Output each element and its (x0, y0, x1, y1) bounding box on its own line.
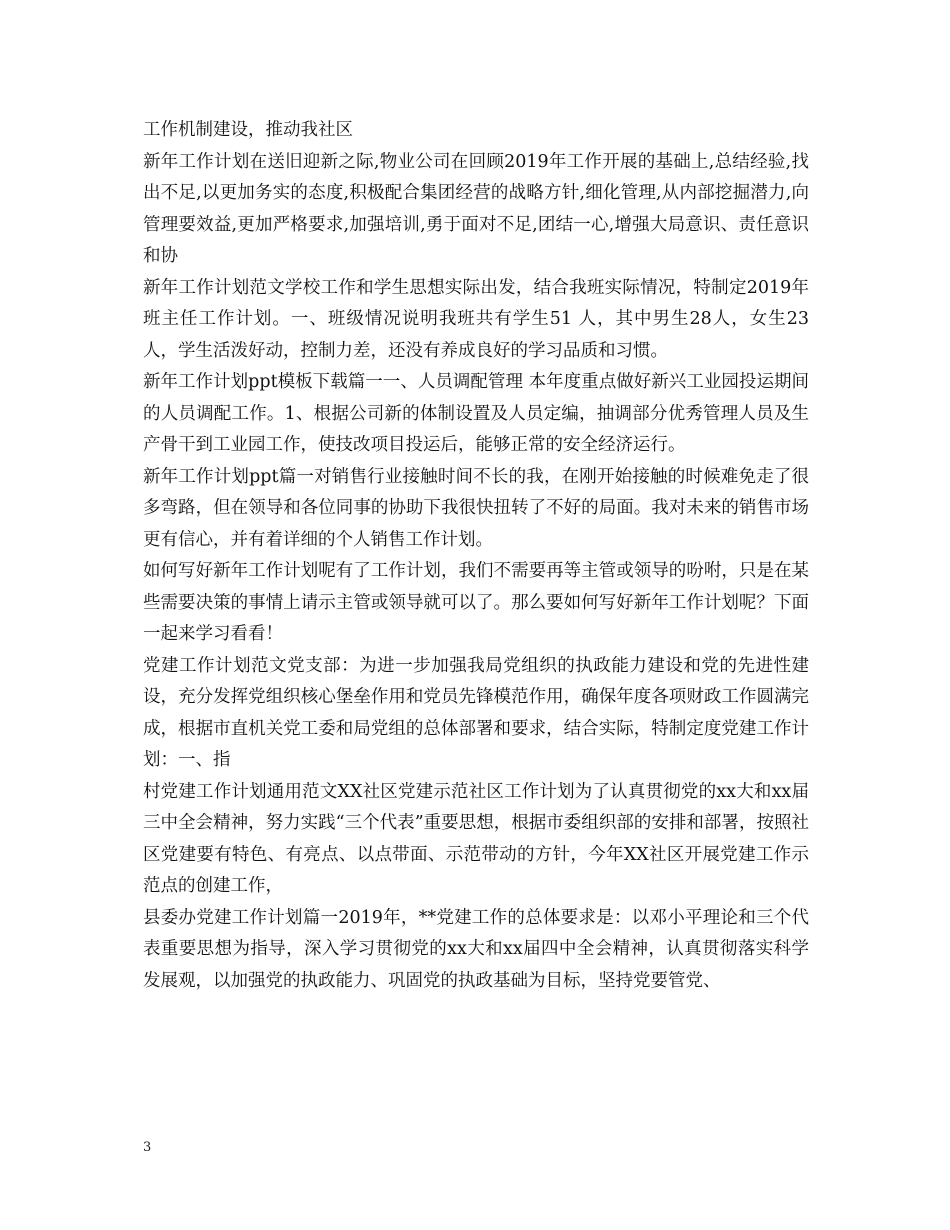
paragraph-class-teacher-plan: 新年工作计划范文学校工作和学生思想实际出发，结合我班实际情况，特制定2019年班主任工作计划。一、班级情况说明我班共有学生51 人，其中男生28人，女生23人，学生活泼好动，控制力差，还没有养成良好的学习品质和习惯。 (143, 277, 809, 361)
paragraph-property-plan: 新年工作计划在送旧迎新之际,物业公司在回顾2019年工作开展的基础上,总结经验,找出不足,以更加务实的态度,积极配合集团经营的战略方针,细化管理,从内部挖掘潜力,向管理要效益,更加严格要求,加强培训,勇于面对不足,团结一心,增强大局意识、责任意识和协 (143, 151, 809, 266)
paragraph-village-party-plan: 村党建工作计划通用范文XX社区党建示范社区工作计划为了认真贯彻党的xx大和xx届三中全会精神，努力实践“三个代表”重要思想，根据市委组织部的安排和部署，按照社区党建要有特色、有亮点、以点带面、示范带动的方针，今年XX社区开展党建工作示范点的创建工作， (143, 781, 809, 896)
page-number: 3 (143, 1140, 152, 1155)
paragraph-how-to-write: 如何写好新年工作计划呢有了工作计划，我们不需要再等主管或领导的吩咐，只是在某些需要决策的事情上请示主管或领导就可以了。那么要如何写好新年工作计划呢？下面一起来学习看看！ (143, 561, 809, 644)
paragraph-county-party-plan: 县委办党建工作计划篇一2019年，**党建工作的总体要求是：以邓小平理论和三个代表重要思想为指导，深入学习贯彻党的xx大和xx届四中全会精神，认真贯彻落实科学发展观，以加强党的执政能力、巩固党的执政基础为目标，坚持党要管党、 (143, 907, 809, 991)
paragraph-sales-plan: 新年工作计划ppt篇一对销售行业接触时间不长的我，在刚开始接触的时候难免走了很多弯路，但在领导和各位同事的协助下我很快扭转了不好的局面。我对未来的销售市场更有信心，并有着详细的个人销售工作计划。 (143, 466, 809, 550)
paragraph-personnel-plan: 新年工作计划ppt模板下载篇一一、人员调配管理 本年度重点做好新兴工业园投运期间的人员调配工作。1、根据公司新的体制设置及人员定编，抽调部分优秀管理人员及生产骨干到工业园工作，使技改项目投运后，能够正常的安全经济运行。 (143, 372, 809, 455)
document-body (143, 115, 809, 997)
paragraph-party-branch-plan: 党建工作计划范文党支部：为进一步加强我局党组织的执政能力建设和党的先进性建设，充分发挥党组织核心堡垒作用和党员先锋模范作用，确保年度各项财政工作圆满完成，根据市直机关党工委和局党组的总体部署和要求，结合实际，特制定度党建工作计划：一、指 (143, 655, 809, 770)
paragraph-intro: 工作机制建设，推动我社区 (143, 120, 353, 140)
